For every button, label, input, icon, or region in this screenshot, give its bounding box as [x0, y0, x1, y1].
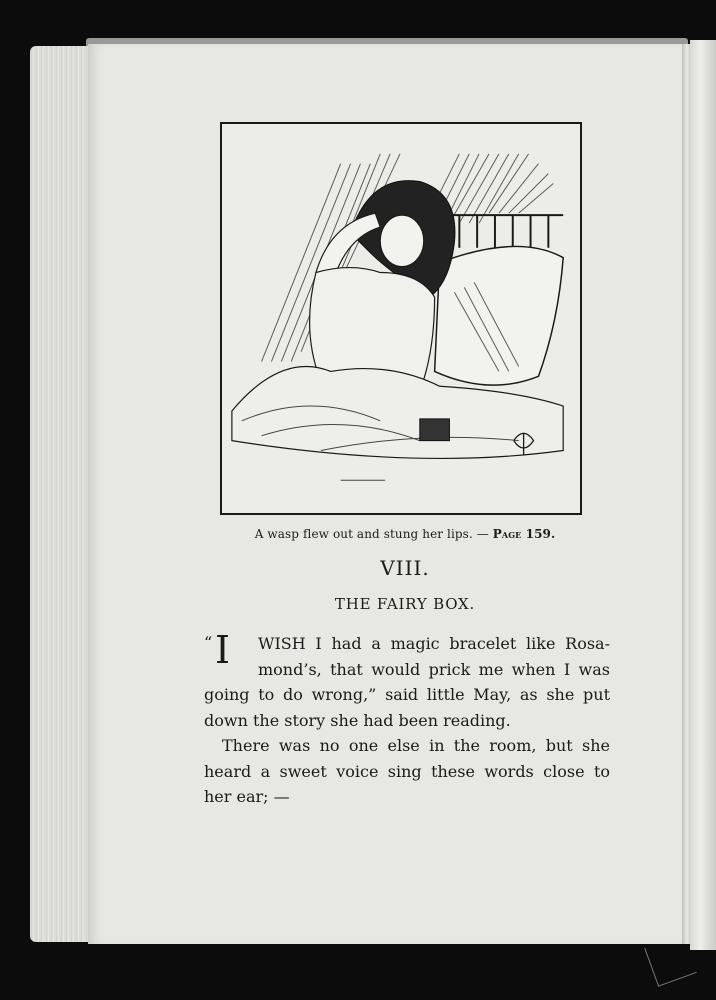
text-line: WISH I had a magic bracelet like Rosa-	[258, 634, 610, 653]
text-line: mond’s, that would prick me when I was	[258, 659, 610, 679]
paragraph-1-continued	[204, 682, 610, 733]
text-line: There was no one else in the room, but she	[222, 736, 610, 755]
book-gutter	[682, 44, 690, 944]
text-line: heard a sweet voice sing these words close to	[204, 761, 610, 781]
caption-page-reference: Page 159.	[492, 527, 556, 541]
chapter-number: VIII.	[380, 556, 430, 580]
text-line: down the story she had been reading.	[204, 710, 511, 730]
text-line: her ear; —	[204, 787, 290, 806]
chapter-title: THE FAIRY BOX.	[334, 595, 476, 613]
paragraph-2	[204, 733, 610, 810]
illustration-caption	[160, 527, 650, 541]
text-line: going to do wrong,” said little May, as she put	[204, 685, 610, 704]
page-edges	[30, 46, 92, 942]
drop-cap: I	[215, 628, 231, 672]
caption-text: A wasp flew out and stung her lips. —	[254, 527, 493, 541]
facing-page-edge	[690, 40, 716, 950]
opening-quote: “	[204, 633, 213, 652]
illustration-girl-in-bed	[220, 122, 582, 515]
paragraph-1-first-line	[258, 631, 610, 682]
